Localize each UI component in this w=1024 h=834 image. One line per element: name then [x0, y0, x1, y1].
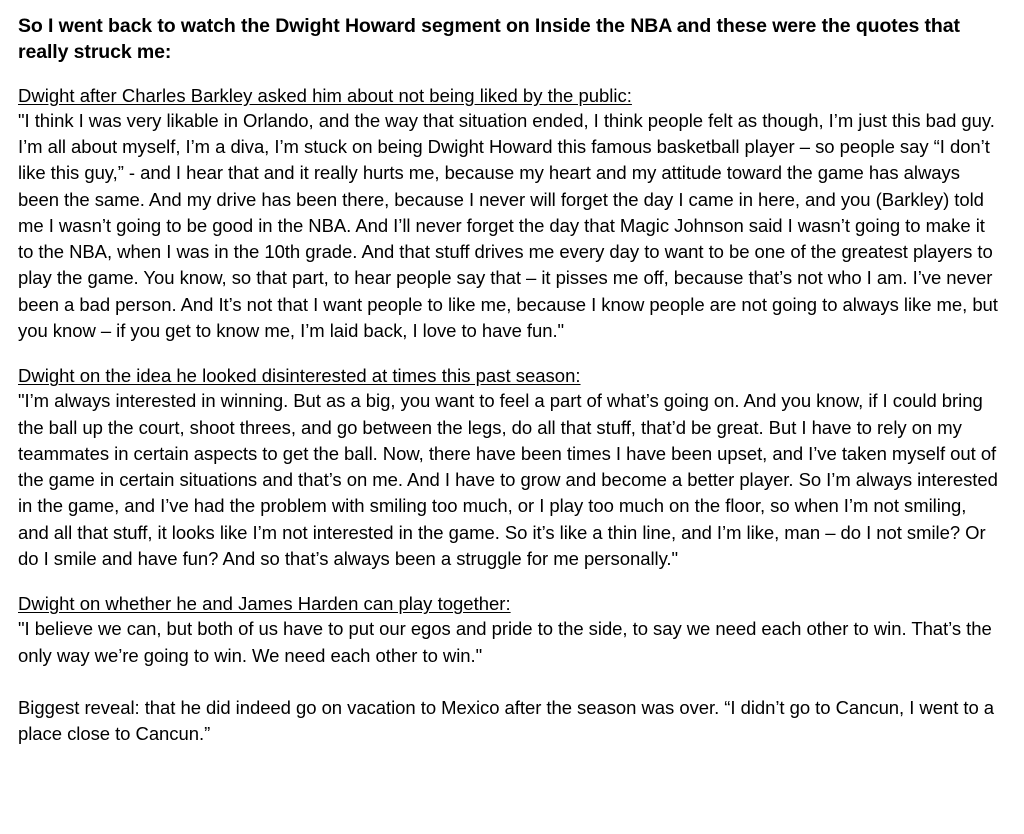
page-title: So I went back to watch the Dwight Howard segment on Inside the NBA and these were the quotes that really struck me:	[18, 15, 960, 63]
quote-heading: Dwight after Charles Barkley asked him about not being liked by the public:	[18, 84, 632, 106]
closing-paragraph: Biggest reveal: that he did indeed go on vacation to Mexico after the season was over. “I didn’t go to Cancun, I went to a place close to Cancun.”	[18, 696, 995, 745]
quote-text: "I believe we can, but both of us have to put our egos and pride to the side, to say we need each other to win. That’s the only way we’re going to win. We need each other to win."	[18, 618, 992, 666]
quote-heading: Dwight on whether he and James Harden can play together:	[18, 593, 511, 615]
quote-heading: Dwight on the idea he looked disinterested at times this past season:	[18, 365, 581, 387]
quote-section-2	[18, 364, 1000, 572]
quote-section-3	[18, 592, 1000, 669]
quote-text: "I’m always interested in winning. But as a big, you want to feel a part of what’s going on. And you know, if I could bring the ball up the court, shoot threes, and go between the legs, do all that stuff, that’d be great. But I have to rely on my teammates in certain aspects to get the ball. Now, there have been times I have been upset, and I’ve taken myself out of the game in certain situations and that’s on me. And I have to grow and become a better player. So I’m always interested in the game, and I’ve had the problem with smiling too much, or I play too much on the floor, so when I’m not smiling, and all that stuff, it looks like I’m not interested in the game. So it’s like a thin line, and I’m like, man – do I not smile? Or do I smile and have fun? And so that’s always been a struggle for me personally."	[18, 390, 998, 569]
quote-text: "I think I was very likable in Orlando, and the way that situation ended, I think people felt as though, I’m just this bad guy. I’m all about myself, I’m a diva, I’m stuck on being Dwight Howard this famous basketball player – so people say “I don’t like this guy,” - and I hear that and it really hurts me, because my heart and my attitude toward the game has always been the same. And my drive has been there, because I never will forget the day I came in here, and you (Barkley) told me I wasn’t going to be good in the NBA. And I’ll never forget the day that Magic Johnson said I wasn’t going to make it to the NBA, when I was in the 10th grade. And that stuff drives me every day to want to be one of the greatest players to play the game. You know, so that part, to hear people say that – it pisses me off, because that’s not who I am. I’ve never been a bad person. And It’s not that I want people to like me, because I know people are not going to always like me, but you know – if you get to know me, I’m laid back, I love to have fun."	[18, 109, 998, 342]
quote-section-1	[18, 84, 1000, 344]
